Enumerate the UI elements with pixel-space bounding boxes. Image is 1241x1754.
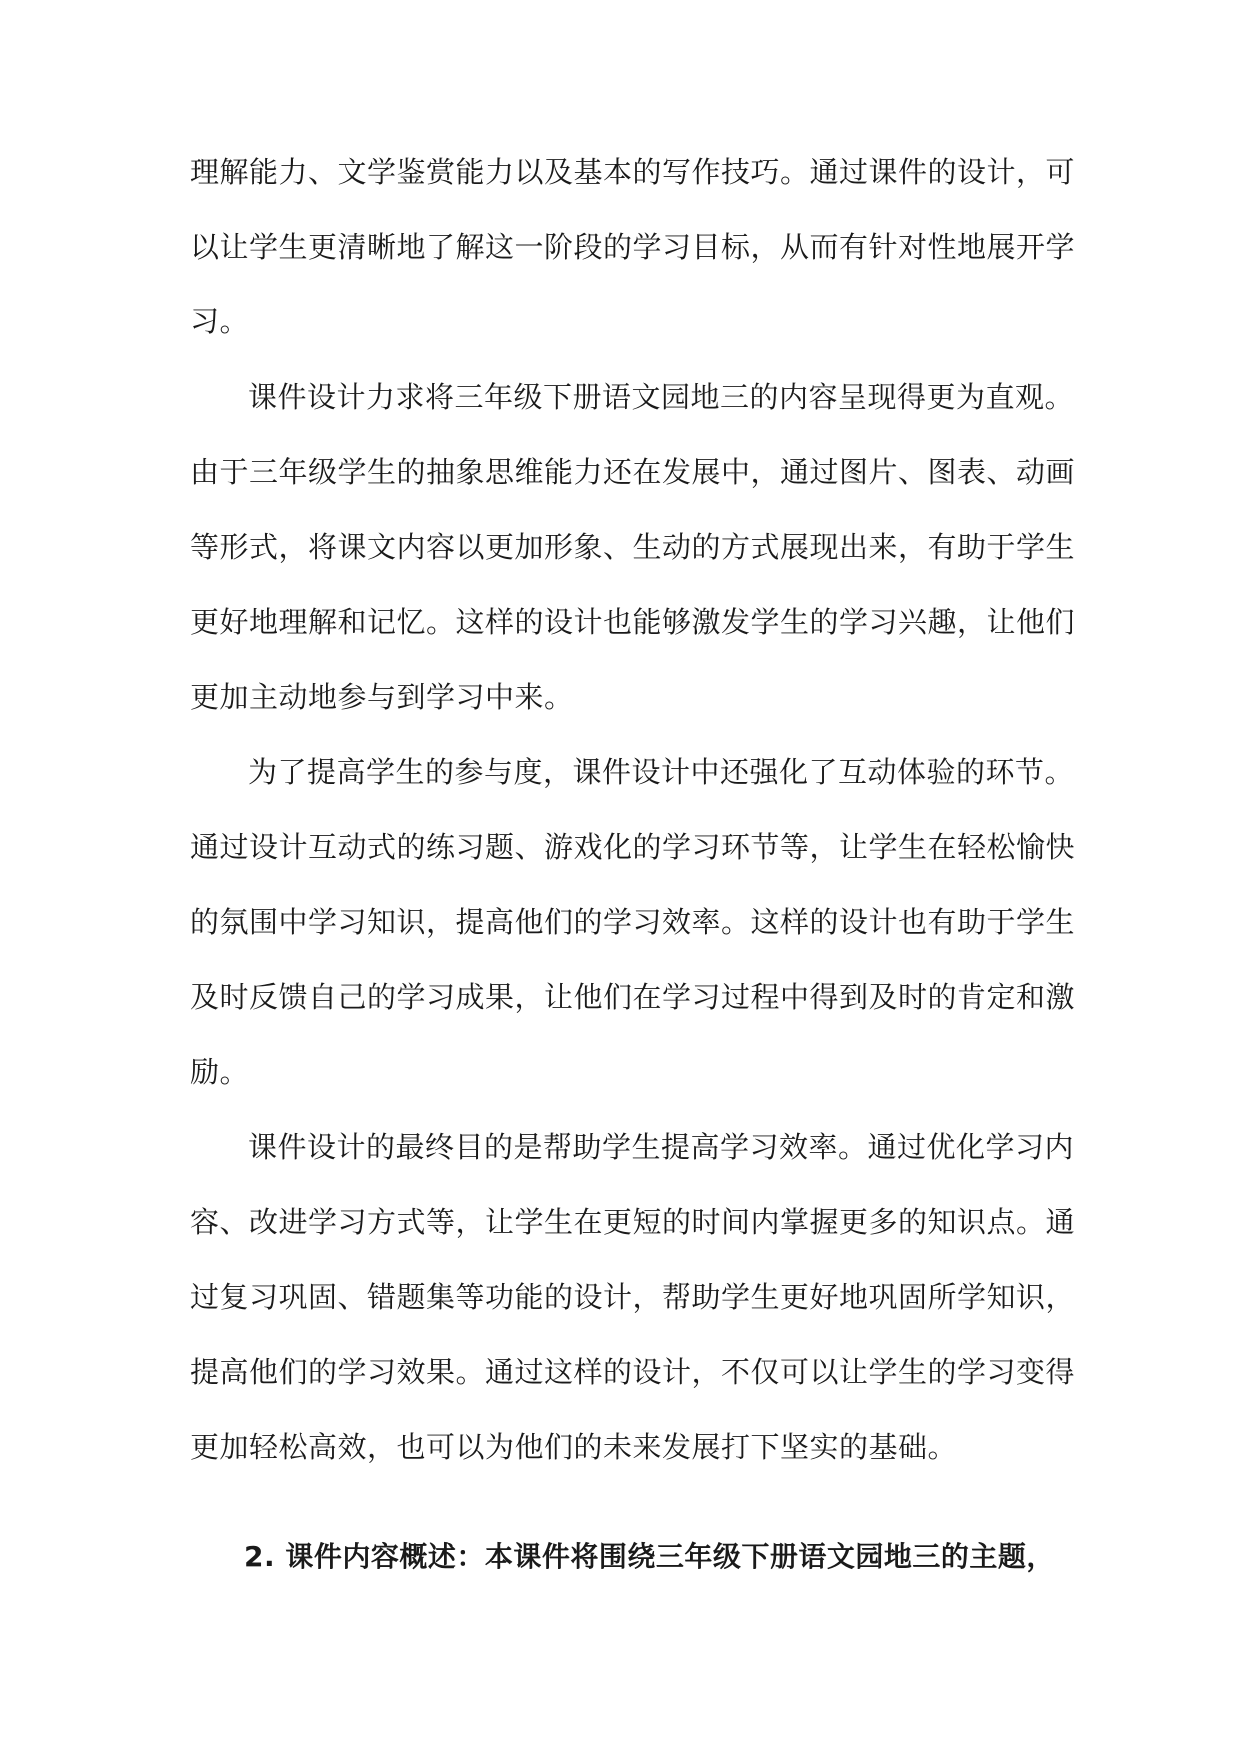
paragraph-2-line-5: 更加主动地参与到学习中来。 — [190, 680, 574, 714]
paragraph-3-line-3: 的氛围中学习知识，提高他们的学习效率。这样的设计也有助于学生 — [190, 905, 1076, 939]
paragraph-2-line-2: 由于三年级学生的抽象思维能力还在发展中，通过图片、图表、动画 — [190, 455, 1076, 489]
paragraph-4-line-4: 提高他们的学习效果。通过这样的设计，不仅可以让学生的学习变得 — [190, 1355, 1076, 1389]
paragraph-4-line-3: 过复习巩固、错题集等功能的设计，帮助学生更好地巩固所学知识， — [190, 1280, 1076, 1314]
paragraph-3-line-4: 及时反馈自己的学习成果，让他们在学习过程中得到及时的肯定和激 — [190, 980, 1076, 1014]
paragraph-2-line-3: 等形式，将课文内容以更加形象、生动的方式展现出来，有助于学生 — [190, 530, 1076, 564]
paragraph-3-line-5: 励。 — [190, 1055, 250, 1089]
paragraph-1-line-3: 习。 — [190, 304, 250, 338]
paragraph-4-line-5: 更加轻松高效，也可以为他们的未来发展打下坚实的基础。 — [190, 1430, 958, 1464]
paragraph-1-line-2: 以让学生更清晰地了解这一阶段的学习目标，从而有针对性地展开学 — [190, 230, 1076, 264]
section-heading: 2. 课件内容概述：本课件将围绕三年级下册语文园地三的主题， — [244, 1540, 1055, 1573]
paragraph-1-line-1: 理解能力、文学鉴赏能力以及基本的写作技巧。通过课件的设计，可 — [190, 155, 1076, 189]
paragraph-3-line-1: 为了提高学生的参与度，课件设计中还强化了互动体验的环节。 — [248, 755, 1075, 789]
paragraph-4-line-2: 容、改进学习方式等，让学生在更短的时间内掌握更多的知识点。通 — [190, 1205, 1076, 1239]
paragraph-4-line-1: 课件设计的最终目的是帮助学生提高学习效率。通过优化学习内 — [248, 1130, 1075, 1164]
paragraph-3-line-2: 通过设计互动式的练习题、游戏化的学习环节等，让学生在轻松愉快 — [190, 830, 1076, 864]
paragraph-2-line-1: 课件设计力求将三年级下册语文园地三的内容呈现得更为直观。 — [248, 380, 1075, 414]
paragraph-2-line-4: 更好地理解和记忆。这样的设计也能够激发学生的学习兴趣，让他们 — [190, 605, 1076, 639]
